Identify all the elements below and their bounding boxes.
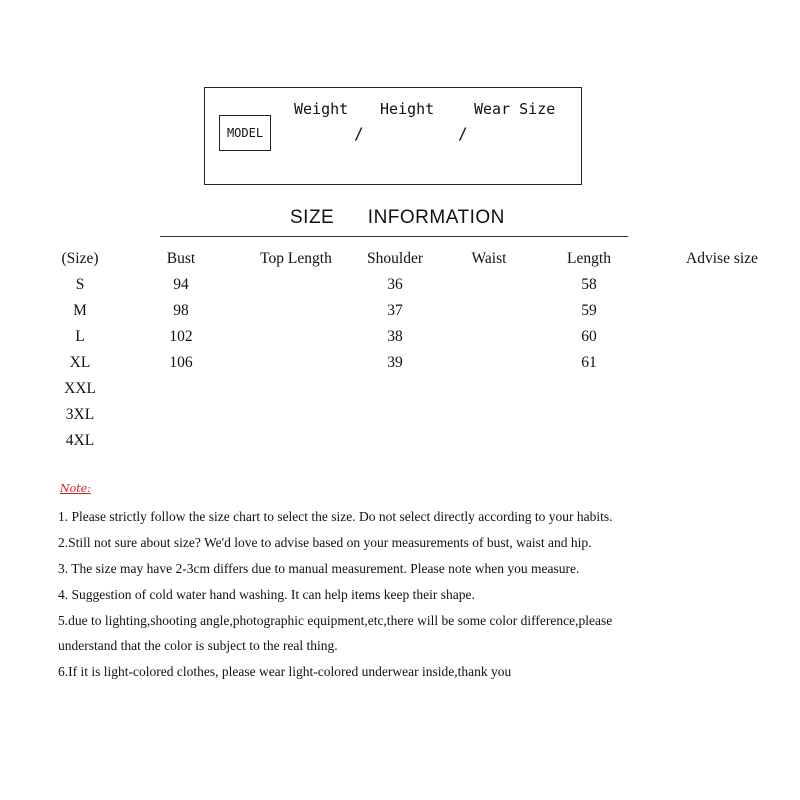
table-cell: 106 bbox=[169, 354, 193, 371]
table-header: (Size) bbox=[61, 250, 99, 267]
note-item-4: 4. Suggestion of cold water hand washing. It can help items keep their shape. bbox=[58, 587, 475, 602]
table-cell: 4XL bbox=[65, 432, 95, 449]
title-underline bbox=[160, 236, 628, 237]
model-label: MODEL bbox=[219, 115, 271, 151]
note-item-3: 3. The size may have 2-3cm differs due to manual measurement. Please note when you measure. bbox=[58, 561, 580, 576]
table-cell: 37 bbox=[387, 302, 403, 319]
table-cell: XL bbox=[69, 354, 91, 371]
note-item-5-cont: understand that the color is subject to the real thing. bbox=[58, 638, 338, 653]
table-header: Length bbox=[567, 250, 611, 267]
table-cell: L bbox=[75, 328, 85, 345]
table-header: Waist bbox=[471, 250, 507, 267]
table-cell: 94 bbox=[173, 276, 189, 293]
table-header: Top Length bbox=[260, 250, 332, 267]
title-information-word: INFORMATION bbox=[367, 207, 505, 228]
note-item-6: 6.If it is light-colored clothes, please wear light-colored underwear inside,thank you bbox=[58, 664, 512, 679]
table-cell: 102 bbox=[169, 328, 193, 345]
model-header-height: Height bbox=[380, 100, 435, 118]
note-item-5: 5.due to lighting,shooting angle,photographic equipment,etc,there will be some color difference,please bbox=[58, 613, 613, 628]
table-cell: XXL bbox=[64, 380, 96, 397]
table-cell: 61 bbox=[581, 354, 597, 371]
size-information-title bbox=[290, 207, 505, 229]
table-header: Shoulder bbox=[367, 250, 423, 267]
table-header: Bust bbox=[166, 250, 196, 267]
table-cell: 58 bbox=[581, 276, 597, 293]
model-weight-slash: / bbox=[354, 124, 364, 143]
note-item-2: 2.Still not sure about size? We'd love to advise based on your measurements of bust, waist and hip. bbox=[58, 535, 592, 550]
note-title: Note: bbox=[60, 482, 91, 495]
table-cell: 59 bbox=[581, 302, 597, 319]
model-header-wear-size: Wear Size bbox=[474, 100, 556, 118]
table-cell: S bbox=[75, 276, 85, 293]
table-header: Advise size bbox=[686, 250, 758, 267]
table-cell: 60 bbox=[581, 328, 597, 345]
note-item-1: 1. Please strictly follow the size chart to select the size. Do not select directly according to your habits. bbox=[58, 509, 613, 524]
model-header-weight: Weight bbox=[294, 100, 349, 118]
table-cell: 36 bbox=[387, 276, 403, 293]
table-cell: M bbox=[73, 302, 87, 319]
title-size-word: SIZE bbox=[290, 207, 335, 228]
table-cell: 98 bbox=[173, 302, 189, 319]
table-cell: 3XL bbox=[65, 406, 95, 423]
table-cell: 38 bbox=[387, 328, 403, 345]
table-cell: 39 bbox=[387, 354, 403, 371]
model-height-slash: / bbox=[458, 124, 468, 143]
